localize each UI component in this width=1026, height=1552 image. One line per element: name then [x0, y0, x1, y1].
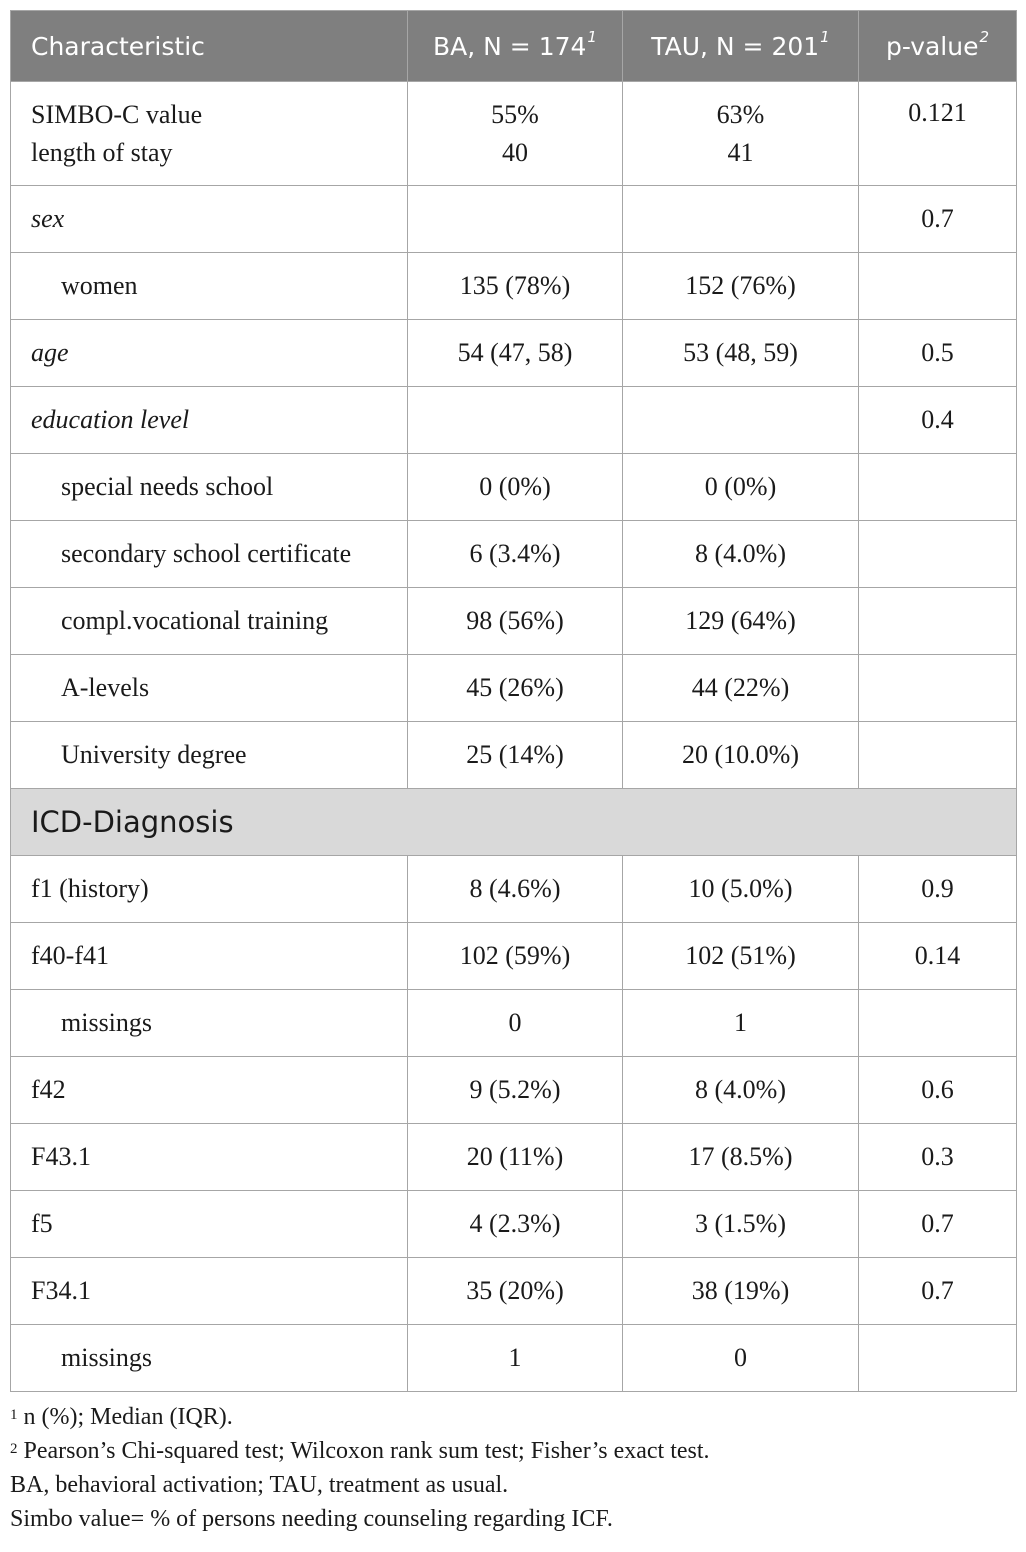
- header-tau-label: TAU, N = 201: [651, 31, 820, 61]
- header-ba-footnote: 1: [587, 27, 597, 46]
- ba-cell: 54 (47, 58): [408, 320, 623, 387]
- ba-cell: 35 (20%): [408, 1258, 623, 1325]
- footnote-2-text: Pearson’s Chi-squared test; Wilcoxon rank sum test; Fisher’s exact test.: [23, 1438, 710, 1464]
- p-cell: 0.5: [859, 320, 1017, 387]
- ba-cell: 9 (5.2%): [408, 1057, 623, 1124]
- ba-cell: 0 (0%): [408, 454, 623, 521]
- tau-cell: 20 (10.0%): [623, 722, 859, 789]
- row-label: missings: [11, 990, 408, 1057]
- table-row: [11, 588, 1017, 655]
- row-label: missings: [11, 1325, 408, 1392]
- row-label: f40-f41: [11, 923, 408, 990]
- row-label: f42: [11, 1057, 408, 1124]
- ba-cell: 98 (56%): [408, 588, 623, 655]
- row-label: f5: [11, 1191, 408, 1258]
- simbo-note: Simbo value= % of persons needing counseling regarding ICF.: [10, 1506, 613, 1532]
- footnote-1-text: n (%); Median (IQR).: [23, 1404, 233, 1430]
- tau-cell: 8 (4.0%): [623, 521, 859, 588]
- characteristics-table: [10, 10, 1017, 1392]
- tau-cell: 17 (8.5%): [623, 1124, 859, 1191]
- ba-value-line1: 55%: [491, 99, 539, 129]
- ba-cell: 25 (14%): [408, 722, 623, 789]
- p-cell: [859, 1325, 1017, 1392]
- table-row: [11, 253, 1017, 320]
- row-label: f1 (history): [11, 856, 408, 923]
- table-row: [11, 655, 1017, 722]
- p-cell: [859, 655, 1017, 722]
- ba-cell: 6 (3.4%): [408, 521, 623, 588]
- table-row: [11, 1325, 1017, 1392]
- ba-cell: 4 (2.3%): [408, 1191, 623, 1258]
- section-row: [11, 789, 1017, 856]
- p-cell: 0.7: [859, 186, 1017, 253]
- table-row: [11, 82, 1017, 186]
- p-cell: 0.6: [859, 1057, 1017, 1124]
- row-label: compl.vocational training: [11, 588, 408, 655]
- header-characteristic-label: Characteristic: [31, 31, 205, 61]
- ba-value-line2: 40: [502, 137, 528, 167]
- table-row: [11, 521, 1017, 588]
- tau-cell: [623, 186, 859, 253]
- p-cell: [859, 454, 1017, 521]
- header-pvalue-label: p-value: [885, 31, 979, 61]
- p-cell: [859, 521, 1017, 588]
- row-label: [11, 82, 408, 186]
- tau-cell: 38 (19%): [623, 1258, 859, 1325]
- p-cell: [859, 588, 1017, 655]
- table-row: [11, 387, 1017, 454]
- ba-cell: [408, 82, 623, 186]
- tau-value-line2: 41: [727, 137, 754, 167]
- tau-cell: 129 (64%): [623, 588, 859, 655]
- table-row: [11, 1124, 1017, 1191]
- row-label-line2: length of stay: [31, 137, 173, 167]
- p-cell: 0.7: [859, 1258, 1017, 1325]
- row-label: secondary school certificate: [11, 521, 408, 588]
- row-label: age: [11, 320, 408, 387]
- ba-cell: [408, 186, 623, 253]
- p-cell: [859, 253, 1017, 320]
- p-cell: 0.4: [859, 387, 1017, 454]
- tau-cell: 53 (48, 59): [623, 320, 859, 387]
- ba-cell: 20 (11%): [408, 1124, 623, 1191]
- footnote-1-marker: 1: [10, 1407, 18, 1423]
- tau-cell: 3 (1.5%): [623, 1191, 859, 1258]
- ba-cell: 45 (26%): [408, 655, 623, 722]
- p-cell: 0.121: [859, 82, 1017, 186]
- table-container: [10, 10, 1016, 1392]
- header-ba: [408, 11, 623, 82]
- tau-cell: [623, 82, 859, 186]
- footnote-2: [10, 1434, 710, 1468]
- row-label: University degree: [11, 722, 408, 789]
- ba-cell: 102 (59%): [408, 923, 623, 990]
- row-label: women: [11, 253, 408, 320]
- row-label: education level: [11, 387, 408, 454]
- ba-cell: 135 (78%): [408, 253, 623, 320]
- header-tau-footnote: 1: [820, 27, 830, 46]
- table-row: [11, 1258, 1017, 1325]
- table-row: [11, 320, 1017, 387]
- row-label: sex: [11, 186, 408, 253]
- table-footnotes: [10, 1400, 710, 1536]
- row-label: F43.1: [11, 1124, 408, 1191]
- tau-cell: 0 (0%): [623, 454, 859, 521]
- table-row: [11, 990, 1017, 1057]
- ba-cell: 1: [408, 1325, 623, 1392]
- row-label: special needs school: [11, 454, 408, 521]
- abbreviations-note: BA, behavioral activation; TAU, treatment as usual.: [10, 1472, 509, 1498]
- table-row: [11, 454, 1017, 521]
- table-row: [11, 923, 1017, 990]
- section-title: ICD-Diagnosis: [11, 789, 1017, 856]
- table-row: [11, 186, 1017, 253]
- tau-cell: [623, 387, 859, 454]
- p-cell: 0.3: [859, 1124, 1017, 1191]
- tau-value-line1: 63%: [716, 99, 765, 129]
- tau-cell: 152 (76%): [623, 253, 859, 320]
- header-row: [11, 11, 1017, 82]
- row-label: A-levels: [11, 655, 408, 722]
- ba-cell: [408, 387, 623, 454]
- header-ba-label: BA, N = 174: [433, 31, 587, 61]
- table-row: [11, 856, 1017, 923]
- tau-cell: 102 (51%): [623, 923, 859, 990]
- p-cell: 0.7: [859, 1191, 1017, 1258]
- header-tau: [623, 11, 859, 82]
- row-label-line1: SIMBO-C value: [31, 99, 203, 129]
- header-characteristic: [11, 11, 408, 82]
- p-cell: [859, 990, 1017, 1057]
- tau-cell: 8 (4.0%): [623, 1057, 859, 1124]
- tau-cell: 1: [623, 990, 859, 1057]
- p-cell: 0.14: [859, 923, 1017, 990]
- tau-cell: 0: [623, 1325, 859, 1392]
- table-row: [11, 1057, 1017, 1124]
- footnote-2-marker: 2: [10, 1441, 18, 1457]
- ba-cell: 0: [408, 990, 623, 1057]
- table-row: [11, 1191, 1017, 1258]
- table-row: [11, 722, 1017, 789]
- header-pvalue-footnote: 2: [979, 27, 990, 46]
- tau-cell: 44 (22%): [623, 655, 859, 722]
- p-cell: [859, 722, 1017, 789]
- tau-cell: 10 (5.0%): [623, 856, 859, 923]
- footnote-1: [10, 1400, 710, 1434]
- ba-cell: 8 (4.6%): [408, 856, 623, 923]
- p-cell: 0.9: [859, 856, 1017, 923]
- header-pvalue: [859, 11, 1017, 82]
- row-label: F34.1: [11, 1258, 408, 1325]
